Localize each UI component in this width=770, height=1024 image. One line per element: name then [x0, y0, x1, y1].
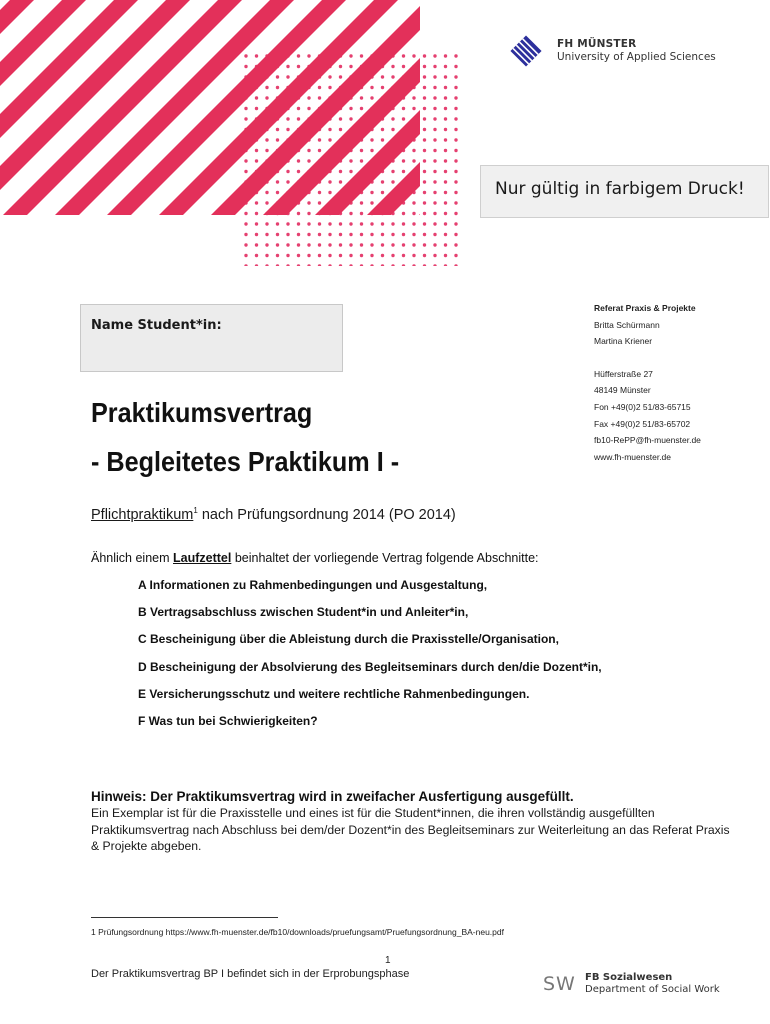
fh-muenster-logo-icon — [509, 34, 543, 68]
section-item-a: A Informationen zu Rahmenbedingungen und Ausgestaltung, — [138, 578, 488, 592]
footer-text: Der Praktikumsvertrag BP I befindet sich in der Erprobungsphase — [91, 968, 410, 980]
student-name-label: Name Student*in: — [91, 318, 222, 333]
contact-department: Referat Praxis & Projekte — [594, 303, 696, 313]
document-subtitle: - Begleitetes Praktikum I - — [91, 446, 400, 477]
contact-website[interactable]: www.fh-muenster.de — [594, 451, 672, 462]
section-list — [138, 578, 602, 741]
hint-title: Hinweis: Der Praktikumsvertrag wird in zweifacher Ausfertigung ausgefüllt. — [91, 789, 574, 804]
contact-city: 48149 Münster — [594, 385, 651, 396]
contact-email[interactable]: fb10-RePP@fh-muenster.de — [594, 435, 701, 446]
document-title: Praktikumsvertrag — [91, 397, 313, 428]
hint-text: Ein Exemplar ist für die Praxisstelle und eines ist für die Student*innen, die ihren vollständig ausgefüllten Praktikumsvertrag nach Abschluss bei dem/der Dozent*in des Begleitseminars zur Weiterleitung an das Referat Praxis & Projekte abgeben. — [91, 806, 730, 854]
section-item-b: B Vertragsabschluss zwischen Student*in und Anleiter*in, — [138, 605, 469, 620]
sw-logo-icon: SW — [543, 973, 576, 995]
contact-block — [594, 300, 701, 465]
footnote: 1 Prüfungsordnung https://www.fh-muenster.de/fb10/downloads/pruefungsamt/Pruefungsordnung_BA-neu.pdf — [91, 927, 504, 937]
section-item-e: E Versicherungsschutz und weitere rechtliche Rahmenbedingungen. — [138, 686, 530, 701]
contact-fax: Fax +49(0)2 51/83-65702 — [594, 418, 691, 429]
sections-intro-text: beinhaltet der vorliegende Vertrag folgende Abschnitte: — [231, 551, 539, 565]
logo-name: FH MÜNSTER — [557, 38, 637, 50]
contact-phone: Fon +49(0)2 51/83-65715 — [594, 401, 691, 412]
page-number: 1 — [385, 955, 391, 966]
intro-line — [91, 506, 456, 523]
color-print-notice — [480, 165, 769, 218]
sections-intro — [91, 551, 539, 565]
contact-person: Martina Kriener — [594, 336, 653, 347]
section-item-d: D Bescheinigung der Absolvierung des Begleitseminars durch den/die Dozent*in, — [138, 659, 602, 674]
department-name: FB Sozialwesen — [585, 972, 673, 983]
intro-rest: nach Prüfungsordnung 2014 (PO 2014) — [197, 507, 456, 523]
footnote-divider — [91, 917, 278, 918]
intro-keyword: Pflichtpraktikum — [91, 507, 194, 523]
contact-person: Britta Schürmann — [594, 319, 660, 330]
section-item-f: F Was tun bei Schwierigkeiten? — [138, 713, 318, 728]
notice-text: Nur gültig in farbigem Druck! — [495, 179, 745, 199]
contact-street: Hüfferstraße 27 — [594, 368, 653, 379]
section-item-c: C Bescheinigung über die Ableistung durch die Praxisstelle/Organisation, — [138, 632, 559, 647]
sections-intro-keyword: Laufzettel — [173, 551, 232, 565]
footnote-marker: 1 — [193, 506, 198, 515]
department-subtitle: Department of Social Work — [585, 984, 720, 995]
sections-intro-text: Ähnlich einem — [91, 551, 173, 565]
decorative-stripe-pattern — [0, 0, 470, 270]
logo-subtitle: University of Applied Sciences — [557, 51, 716, 63]
student-name-field[interactable] — [80, 304, 343, 372]
hint-block — [91, 789, 731, 855]
